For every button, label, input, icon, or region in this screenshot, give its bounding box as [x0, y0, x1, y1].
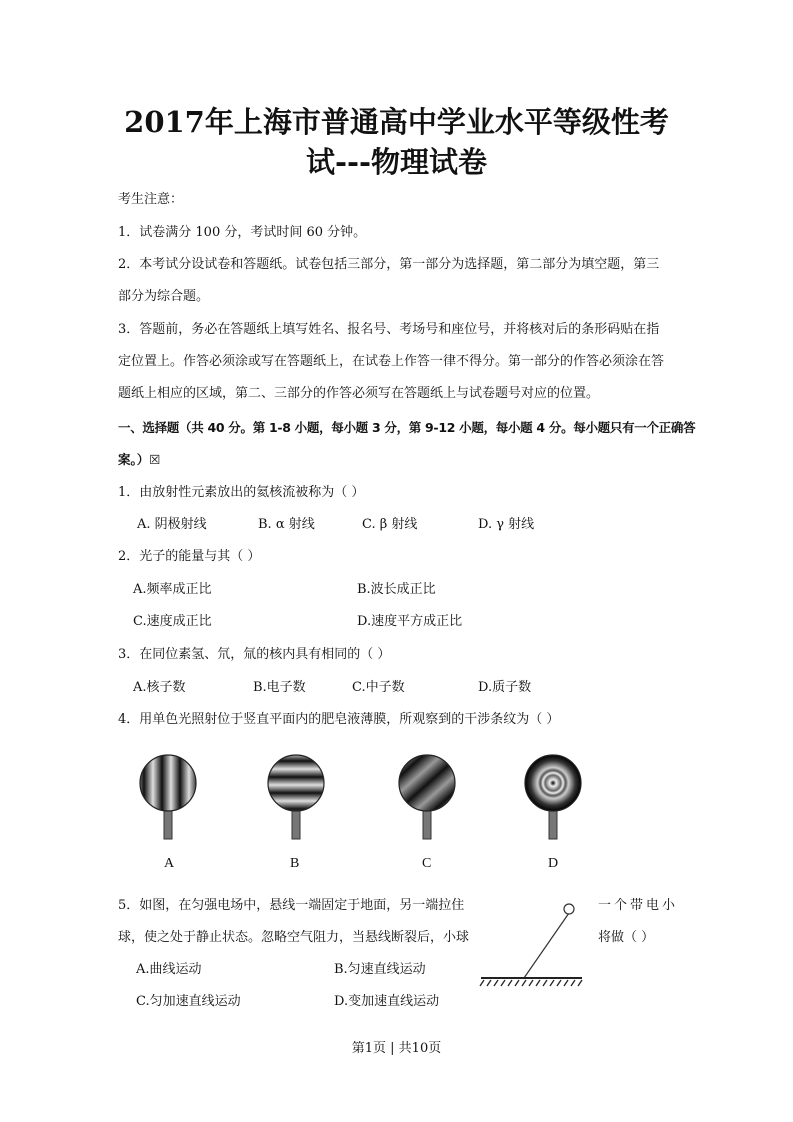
question-stem: 1．由放射性元素放出的氦核流被称为（ ）: [118, 485, 365, 500]
figure-label: A: [164, 856, 175, 871]
question-stem: 一个带电小: [598, 898, 679, 913]
notice-item: 部分为综合题。: [118, 289, 210, 304]
page-footer: 第1页 | 共10页: [351, 1041, 442, 1056]
option: A.频率成正比: [133, 582, 212, 597]
option: B. α 射线: [258, 517, 315, 532]
section-heading: 一、选择题（共 40 分。第 1-8 小题，每小题 3 分，第 9-12 小题，每小题 4 分。每小题只有一个正确答: [118, 420, 696, 435]
figure-label: B: [290, 856, 300, 871]
notice-item: 定位置上。作答必须涂或写在答题纸上，在试卷上作答一律不得分。第一部分的作答必须涂在答: [118, 354, 665, 369]
option: C.中子数: [352, 680, 405, 695]
option: B.电子数: [253, 680, 306, 695]
figure-label: C: [422, 856, 432, 871]
page-title-line1: 2017年上海市普通高中学业水平等级性考: [124, 105, 669, 139]
charged-ball: [564, 904, 574, 914]
question-stem: 2．光子的能量与其（ ）: [118, 549, 261, 564]
figure-b: [268, 755, 324, 839]
option: B.匀速直线运动: [334, 962, 426, 977]
page-title-line2: 试---物理试卷: [305, 145, 488, 179]
option: B.波长成正比: [357, 582, 436, 597]
notice-heading: 考生注意：: [118, 192, 184, 207]
option: A.曲线运动: [136, 962, 202, 977]
section-heading-line2: 案。）: [118, 452, 150, 467]
notice-item: 1．试卷满分 100 分，考试时间 60 分钟。: [118, 225, 367, 240]
notice-item: 2．本考试分设试卷和答题纸。试卷包括三部分，第一部分为选择题，第二部分为填空题，第三: [118, 257, 660, 272]
option: D.变加速直线运动: [334, 994, 440, 1009]
option: C.速度成正比: [133, 614, 212, 629]
question-stem: 5．如图，在匀强电场中，悬线一端固定于地面，另一端拉住: [118, 898, 465, 913]
question-stem: 将做（ ）: [598, 930, 655, 945]
option: D.质子数: [478, 680, 532, 695]
option: C.匀加速直线运动: [136, 994, 241, 1009]
figure-label: D: [548, 856, 559, 871]
option: A.核子数: [133, 680, 186, 695]
interference-figures: [0, 745, 793, 855]
option: C. β 射线: [362, 517, 418, 532]
option: A. 阴极射线: [137, 517, 207, 532]
checkbox-icon: ☒: [149, 452, 161, 467]
question-stem: 球，使之处于静止状态。忽略空气阻力，当悬线断裂后，小球: [118, 930, 470, 945]
option: D.速度平方成正比: [357, 614, 463, 629]
section-heading-cont: [118, 452, 160, 468]
notice-item: 3．答题前，务必在答题纸上填写姓名、报名号、考场号和座位号，并将核对后的条形码贴在指: [118, 322, 660, 337]
question-stem: 4．用单色光照射位于竖直平面内的肥皂液薄膜，所观察到的干涉条纹为（ ）: [118, 712, 560, 727]
question-stem: 3．在同位素氢、氘，氚的核内具有相同的（ ）: [118, 647, 391, 662]
figure-a: [140, 755, 196, 839]
figure-d: [525, 755, 581, 839]
option: D. γ 射线: [478, 517, 535, 532]
figure-c: [399, 755, 455, 839]
notice-item: 题纸上相应的区域，第二、三部分的作答必须写在答题纸上与试卷题号对应的位置。: [118, 386, 600, 401]
pendulum-figure: [478, 898, 588, 988]
